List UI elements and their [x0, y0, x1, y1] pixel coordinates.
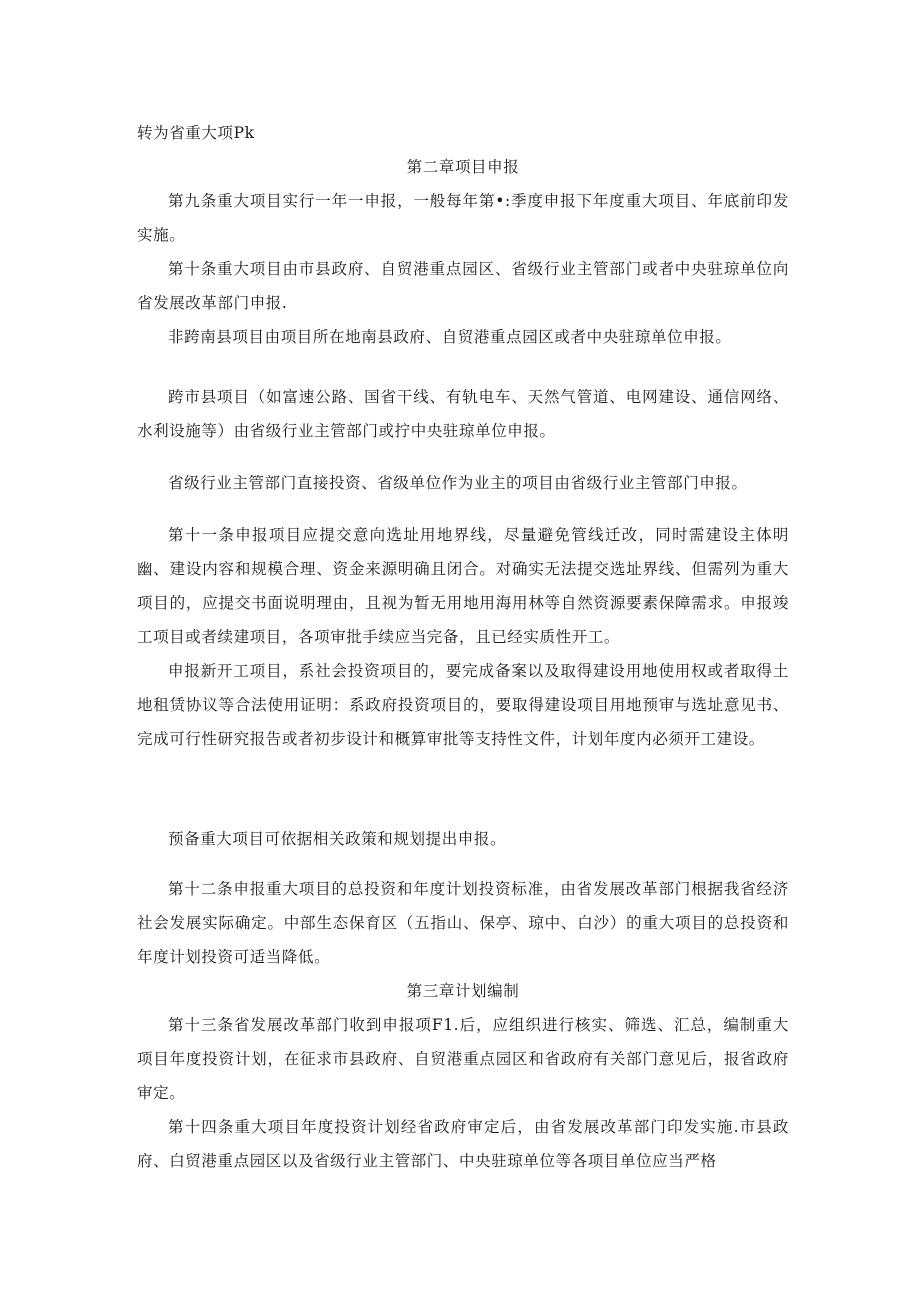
paragraph-article-12: 第十二条申报重大项目的总投资和年度计划投资标准，由省发展改革部门根据我省经济社会发展实际确定。中部生态保育区（五指山、保亭、琼中、白沙）的重大项目的总投资和年度计划投资可适当降低。 — [137, 880, 789, 966]
text-block-cross-county — [137, 380, 789, 448]
text-block-article-12 — [137, 872, 789, 1178]
text-block-article-11 — [137, 518, 789, 756]
chapter-3-heading: 第三章计划编制 — [406, 982, 520, 1000]
paragraph-non-cross-county: 非跨南县项目由项目所在地南县政府、自贸港重点园区或者中央驻琼单位申报。 — [168, 328, 732, 346]
paragraph-cross-county: 跨市县项目（如富速公路、国省干线、有轨电车、天然气管道、电网建设、通信网络、水利设施等）由省级行业主管部门或拧中央驻琼单位申报。 — [137, 388, 789, 440]
paragraph-article-9: 第九条重大项目实行一年一申报，一般每年第•:季度申报下年度重大项目、年底前印发实施。 — [137, 192, 789, 244]
text-block-provincial — [137, 466, 789, 500]
paragraph-article-13: 第十三条省发展改革部门收到申报项F1.后，应组织进行核实、筛选、汇总，编制重大项目年度投资计划，在征求市县政府、自贸港重点园区和省政府有关部门意见后，报省政府审定。 — [137, 1016, 789, 1102]
paragraph-article-10: 第十条重大项目由市县政府、自贸港重点园区、省级行业主管部门或者中央驻琼单位向省发展改革部门申报. — [137, 260, 789, 312]
paragraph-article-14: 第十四条重大项目年度投资计划经省政府审定后，由省发展改革部门印发实施.市县政府、白贸港重点园区以及省级行业主管部门、中央驻琼单位等各项目单位应当严格 — [137, 1118, 789, 1170]
text-block-top — [137, 116, 789, 354]
paragraph-reserve: 预备重大项目可依据相关政策和规划提出申报。 — [168, 830, 507, 848]
paragraph-new-start: 申报新开工项目，系社会投资项目的，要完成备案以及取得建设用地使用权或者取得土地租赁协议等合法使用证明：系政府投资项目的，要取得建设项目用地预审与选址意见书、完成可行性研究报告或者初步设计和概算审批等支持性文件，计划年度内必须开工建设。 — [137, 662, 789, 748]
text-block-reserve — [137, 822, 789, 856]
paragraph-article-11: 第十一条申报项目应提交意向选址用地界线，尽量避免管线迁改，同时需建设主体明幽、建设内容和规模合理、资金来源明确且闭合。对确实无法提交选址界线、但需列为重大项目的，应提交书面说明理由，且视为暂无用地用海用林等自然资源要素保障需求。申报竣工项目或者续建项目，各项审批手续应当完备，且已经实质性开工。 — [137, 526, 789, 646]
lead-line: 转为省重大项Pk — [137, 124, 255, 142]
paragraph-provincial: 省级行业主管部门直接投资、省级单位作为业主的项目由省级行业主管部门申报。 — [168, 474, 748, 492]
chapter-2-heading: 第二章项目申报 — [406, 158, 520, 176]
